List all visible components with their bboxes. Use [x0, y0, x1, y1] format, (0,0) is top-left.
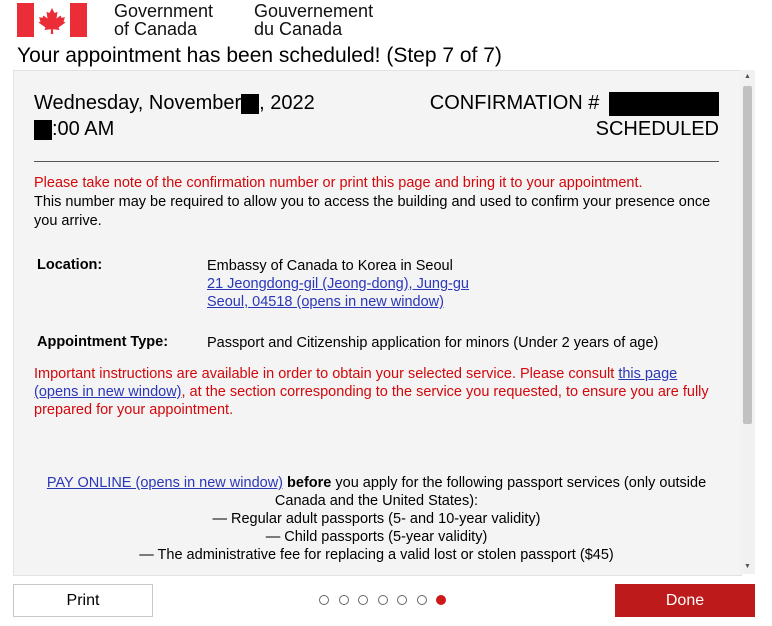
- canada-flag-icon: [17, 3, 87, 37]
- location-name: Embassy of Canada to Korea in Seoul: [207, 258, 453, 274]
- scroll-down-arrow-icon[interactable]: ▼: [744, 563, 751, 570]
- redacted-hour: [34, 120, 52, 140]
- step-dot-2: [339, 595, 349, 605]
- important-text-after: , at the section corresponding to the service you requested, to ensure you are fully prepared for your appointment.: [34, 384, 709, 418]
- scrollbar-thumb[interactable]: [743, 86, 752, 424]
- page-title: Your appointment has been scheduled! (Step 7 of 7): [17, 44, 502, 67]
- important-instructions: [34, 365, 724, 419]
- pay-online-link[interactable]: PAY ONLINE (opens in new window): [46, 475, 283, 491]
- pay-online-section: [34, 474, 719, 564]
- pay-intro-text: you apply for the following passport services (only outside Canada and the United States):: [274, 475, 707, 509]
- site-header: [0, 0, 772, 44]
- wordmark-english-line2: of Canada: [114, 19, 198, 39]
- location-label: Location:: [37, 257, 103, 273]
- address-link-line2[interactable]: Seoul, 04518 (opens in new window): [207, 294, 444, 310]
- wordmark-french-line2: du Canada: [254, 19, 343, 39]
- appointment-date-suffix: , 2022: [259, 92, 315, 114]
- step-dot-6: [417, 595, 427, 605]
- step-dot-3: [358, 595, 368, 605]
- pay-item-fee: — The administrative fee for replacing a valid lost or stolen passport ($45): [139, 547, 614, 563]
- pay-item-child: — Child passports (5-year validity): [265, 529, 488, 545]
- panel-scrollbar[interactable]: [740, 70, 755, 574]
- wordmark-english-line1: Government: [114, 1, 214, 21]
- notice-body-text: This number may be required to allow you to access the building and used to confirm your presence once you arrive.: [34, 194, 711, 229]
- confirmation-label: CONFIRMATION #: [429, 92, 600, 114]
- step-dot-7: [436, 595, 446, 605]
- notice-warning-text: Please take note of the confirmation number or print this page and bring it to your appointment.: [34, 175, 643, 191]
- scroll-up-arrow-icon[interactable]: ▲: [744, 73, 751, 80]
- location-value: [207, 257, 469, 311]
- pay-before-bold: before: [287, 475, 332, 491]
- appointment-type-label: Appointment Type:: [37, 334, 169, 350]
- address-link-line1[interactable]: 21 Jeongdong-gil (Jeong-dong), Jung-gu: [207, 276, 469, 292]
- step-dot-5: [397, 595, 407, 605]
- appointment-status: SCHEDULED: [595, 118, 719, 140]
- appointment-date-prefix: Wednesday, November: [34, 92, 242, 114]
- redacted-day: [241, 94, 259, 114]
- wordmark-french: [254, 2, 373, 38]
- appointment-datetime: [34, 90, 315, 142]
- wordmark-english: [114, 2, 213, 38]
- redacted-confirmation-number: [609, 92, 719, 116]
- confirmation-block: [430, 90, 719, 142]
- appointment-time-suffix: :00 AM: [52, 118, 115, 140]
- divider: [34, 161, 719, 162]
- confirmation-notice: [34, 174, 719, 231]
- important-text-before: Important instructions are available in order to obtain your selected service. Please consult: [34, 366, 619, 382]
- print-button[interactable]: Print: [13, 584, 153, 617]
- pay-item-adult: — Regular adult passports (5- and 10-year validity): [212, 511, 541, 527]
- step-dot-1: [319, 595, 329, 605]
- step-dot-4: [378, 595, 388, 605]
- appointment-type-value: Passport and Citizenship application for minors (Under 2 years of age): [207, 335, 659, 351]
- instructions-page-link[interactable]: this page (opens in new window): [34, 366, 678, 400]
- confirmation-panel: [13, 70, 742, 576]
- done-button[interactable]: Done: [615, 584, 755, 617]
- wordmark-french-line1: Gouvernement: [254, 1, 374, 21]
